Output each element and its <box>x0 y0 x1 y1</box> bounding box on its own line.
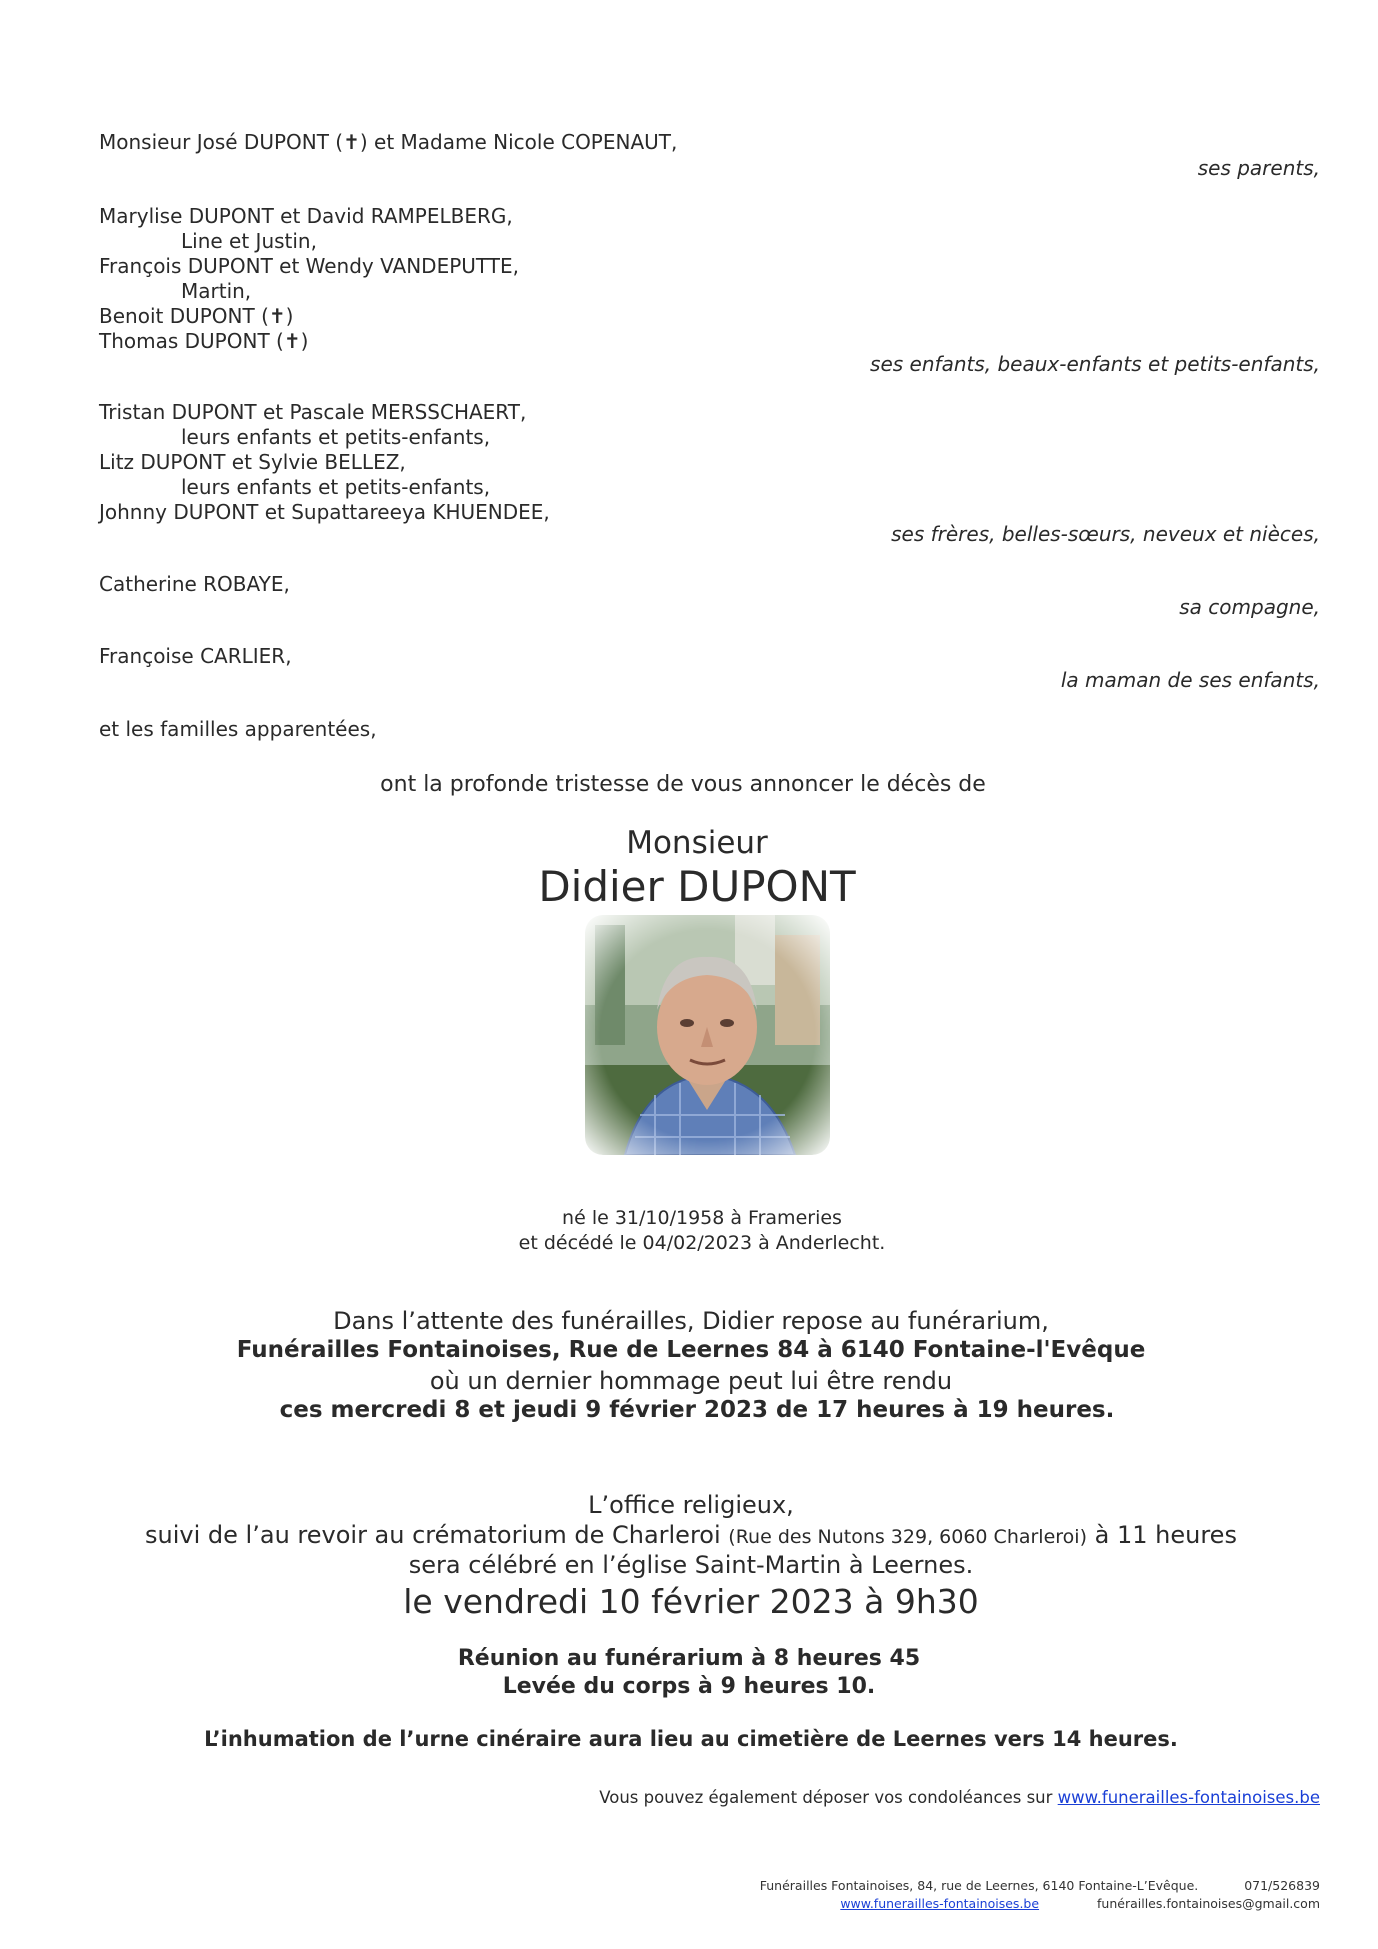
deceased-name: Didier DUPONT <box>538 862 856 911</box>
family-line: Marylise DUPONT et David RAMPELBERG, <box>99 204 513 228</box>
families-line: et les familles apparentées, <box>99 717 377 741</box>
footer-email: funérailles.fontainoises@gmail.com <box>1097 1896 1320 1911</box>
family-line: Johnny DUPONT et Supattareeya KHUENDEE, <box>99 500 550 524</box>
mother-role: la maman de ses enfants, <box>1060 668 1320 692</box>
companion-line: Catherine ROBAYE, <box>99 572 290 596</box>
service-time: à 11 heures <box>1094 1521 1237 1549</box>
footer-line-2 <box>840 1896 1320 1911</box>
family-line: François DUPONT et Wendy VANDEPUTTE, <box>99 254 519 278</box>
footer-website-link[interactable]: www.funerailles-fontainoises.be <box>840 1896 1040 1911</box>
footer-line-1 <box>760 1878 1320 1893</box>
family-line: Line et Justin, <box>181 229 317 253</box>
children-role: ses enfants, beaux-enfants et petits-enfants, <box>870 352 1320 376</box>
parents-line: Monsieur José DUPONT (✝) et Madame Nicole COPENAUT, <box>99 130 678 154</box>
mother-line: Françoise CARLIER, <box>99 644 292 668</box>
family-line: leurs enfants et petits-enfants, <box>181 425 491 449</box>
burial-line: L’inhumation de l’urne cinéraire aura lieu au cimetière de Leernes vers 14 heures. <box>204 1727 1178 1751</box>
born-line: né le 31/10/1958 à Frameries <box>562 1207 842 1229</box>
deceased-photo <box>585 915 830 1155</box>
crematorium-address: (Rue des Nutons 329, 6060 Charleroi) <box>728 1526 1087 1548</box>
family-line: Litz DUPONT et Sylvie BELLEZ, <box>99 450 406 474</box>
parents-role: ses parents, <box>1197 156 1320 180</box>
visitation-line-1: Dans l’attente des funérailles, Didier repose au funérarium, <box>333 1307 1049 1335</box>
siblings-list <box>99 400 550 525</box>
meeting-line-1: Réunion au funérarium à 8 heures 45 <box>457 1646 921 1671</box>
family-line: Martin, <box>181 279 252 303</box>
meeting-line-2: Levée du corps à 9 heures 10. <box>502 1674 876 1699</box>
family-line: Benoit DUPONT (✝) <box>99 304 294 328</box>
service-line-2-text: suivi de l’au revoir au crématorium de Charleroi <box>145 1521 721 1549</box>
condolences-link[interactable]: www.funerailles-fontainoises.be <box>1057 1788 1320 1807</box>
condolences-text: Vous pouvez également déposer vos condoléances sur <box>599 1788 1053 1807</box>
children-list <box>99 204 519 354</box>
footer-address: Funérailles Fontainoises, 84, rue de Leernes, 6140 Fontaine-L’Evêque. <box>759 1878 1199 1893</box>
family-line: Thomas DUPONT (✝) <box>99 329 309 353</box>
service-line-2 <box>2 1521 1378 1549</box>
family-line: Tristan DUPONT et Pascale MERSSCHAERT, <box>99 400 527 424</box>
deceased-title: Monsieur <box>626 825 768 861</box>
visitation-line-3: où un dernier hommage peut lui être rendu <box>429 1367 953 1395</box>
service-line-1: L’office religieux, <box>588 1491 794 1519</box>
died-line: et décédé le 04/02/2023 à Anderlecht. <box>518 1232 886 1254</box>
companion-role: sa compagne, <box>1179 595 1320 619</box>
announcement: ont la profonde tristesse de vous annoncer le décès de <box>380 772 986 797</box>
family-line: leurs enfants et petits-enfants, <box>181 475 491 499</box>
visitation-line-2: Funérailles Fontainoises, Rue de Leernes 84 à 6140 Fontaine-l'Evêque <box>236 1337 1146 1363</box>
siblings-role: ses frères, belles-sœurs, neveux et nièces, <box>891 522 1320 546</box>
condolences-line <box>599 1788 1320 1807</box>
visitation-line-4: ces mercredi 8 et jeudi 9 février 2023 de 17 heures à 19 heures. <box>279 1397 1115 1423</box>
footer-phone: 071/526839 <box>1244 1878 1320 1893</box>
service-line-3: sera célébré en l’église Saint-Martin à Leernes. <box>408 1551 974 1579</box>
service-date: le vendredi 10 février 2023 à 9h30 <box>403 1582 979 1621</box>
